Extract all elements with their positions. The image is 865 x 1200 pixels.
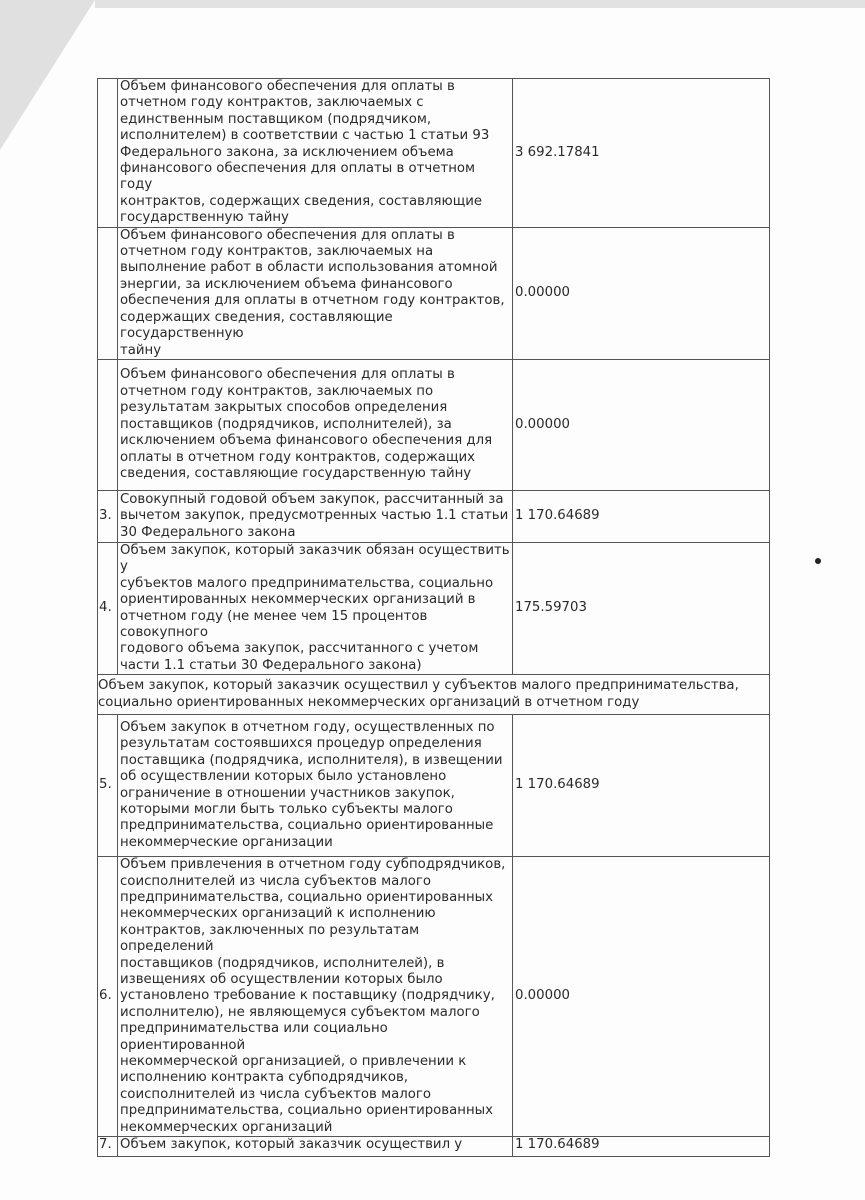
row-description: Объем привлечения в отчетном году субподрядчиков, соисполнителей из числа субъектов малого предпринимательства, социально ориентированных некоммерческих организаций к исполнению контрактов, заключенных по результатам определений поставщиков (подрядчиков, исполнителей), в извещениях об осуществлении которых было установлено требование к поставщику (подрядчику, исполнителю), не являющемуся субъектом малого предпринимательства или социально ориентированной некоммерческой организацией, о привлечении к исполнению контракта субподрядчиков, соисполнителей из числа субъектов малого предпринимательства, социально ориентированных некоммерческих организаций	[118, 857, 513, 1137]
row-description: Объем закупок, который заказчик обязан осуществить у субъектов малого предпринимательства, социально ориентированных некоммерческих организаций в отчетном году (не менее чем 15 процентов совокупного годового объема закупок, рассчитанного с учетом части 1.1 статьи 30 Федерального закона)	[118, 542, 513, 674]
row-value: 3 692.17841	[513, 79, 770, 228]
table-row	[98, 79, 770, 228]
row-number: 7.	[98, 1137, 118, 1157]
table-row	[98, 857, 770, 1137]
row-description: Объем финансового обеспечения для оплаты в отчетном году контрактов, заключаемых на выполнение работ в области использования атомной энергии, за исключением объема финансового обеспечения для оплаты в отчетном году контрактов, содержащих сведения, составляющие государственную тайну	[118, 227, 513, 359]
table-row	[98, 1137, 770, 1157]
row-number	[98, 359, 118, 490]
row-description: Объем закупок, который заказчик осуществил у	[118, 1137, 513, 1157]
row-number: 6.	[98, 857, 118, 1137]
row-number: 4.	[98, 542, 118, 674]
table-row	[98, 490, 770, 542]
row-value: 1 170.64689	[513, 715, 770, 857]
row-number	[98, 227, 118, 359]
row-value: 1 170.64689	[513, 1137, 770, 1157]
table-row	[98, 715, 770, 857]
procurement-report-table	[97, 78, 770, 1157]
row-value: 0.00000	[513, 359, 770, 490]
row-value: 1 170.64689	[513, 490, 770, 542]
section-header-row	[98, 675, 770, 715]
table-row	[98, 542, 770, 674]
section-header: Объем закупок, который заказчик осуществил у субъектов малого предпринимательства, социально ориентированных некоммерческих организаций в отчетном году	[98, 675, 770, 715]
row-value: 0.00000	[513, 857, 770, 1137]
scan-edge	[95, 0, 865, 8]
row-number: 5.	[98, 715, 118, 857]
row-description: Объем закупок в отчетном году, осуществленных по результатам состоявшихся процедур определения поставщика (подрядчика, исполнителя), в извещении об осуществлении которых было установлено ограничение в отношении участников закупок, которыми могли быть только субъекты малого предпринимательства, социально ориентированные некоммерческие организации	[118, 715, 513, 857]
row-description: Объем финансового обеспечения для оплаты в отчетном году контрактов, заключаемых с единственным поставщиком (подрядчиком, исполнителем) в соответствии с частью 1 статьи 93 Федерального закона, за исключением объема финансового обеспечения для оплаты в отчетном году контрактов, содержащих сведения, составляющие государственную тайну	[118, 79, 513, 228]
scan-speck	[815, 558, 821, 564]
page-fold-shadow	[0, 0, 95, 150]
row-number	[98, 79, 118, 228]
row-description: Совокупный годовой объем закупок, рассчитанный за вычетом закупок, предусмотренных частью 1.1 статьи 30 Федерального закона	[118, 490, 513, 542]
table-row	[98, 359, 770, 490]
table-row	[98, 227, 770, 359]
row-value: 0.00000	[513, 227, 770, 359]
row-value: 175.59703	[513, 542, 770, 674]
row-description: Объем финансового обеспечения для оплаты в отчетном году контрактов, заключаемых по результатам закрытых способов определения поставщиков (подрядчиков, исполнителей), за исключением объема финансового обеспечения для оплаты в отчетном году контрактов, содержащих сведения, составляющие государственную тайну	[118, 359, 513, 490]
row-number: 3.	[98, 490, 118, 542]
